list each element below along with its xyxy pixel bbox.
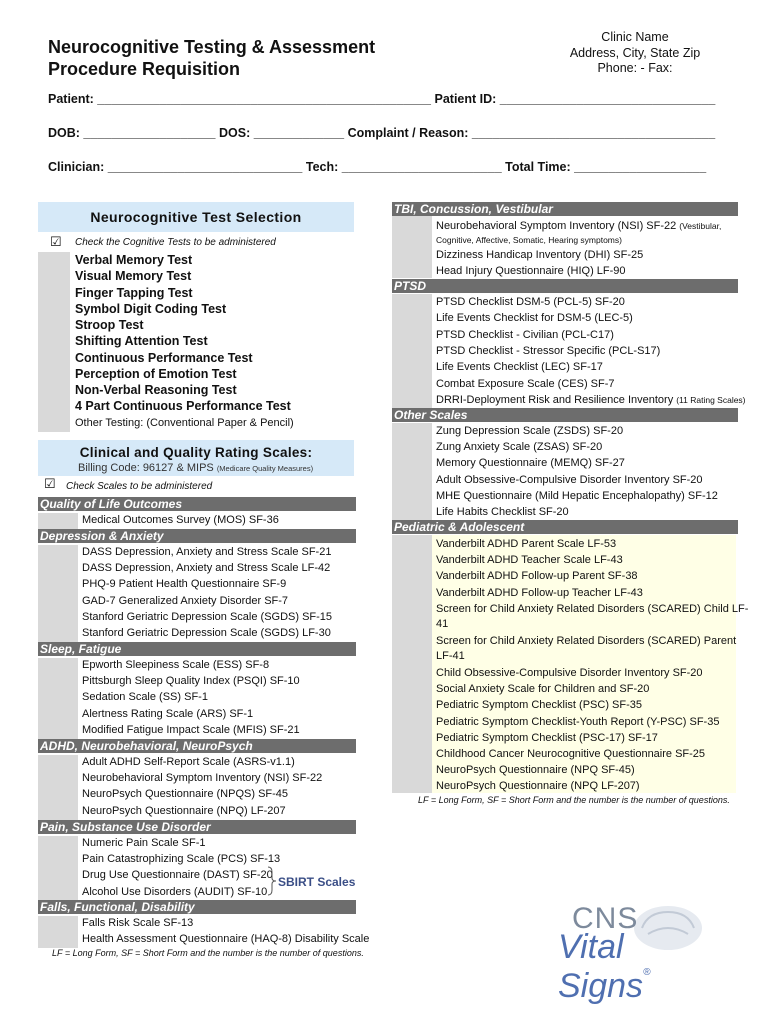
patient-row	[48, 92, 715, 106]
section-header: Pain, Substance Use Disorder	[38, 820, 356, 834]
scale-item[interactable]: Adult Obsessive-Compulsive Disorder Inventory SF-20	[436, 473, 703, 486]
complaint-field[interactable]: Complaint / Reason: ___________________________________	[347, 126, 716, 140]
scale-item[interactable]: Pediatric Symptom Checklist-Youth Report (Y-PSC) SF-35	[436, 715, 720, 728]
scale-item[interactable]: Medical Outcomes Survey (MOS) SF-36	[82, 514, 279, 526]
scale-checkbox-column[interactable]	[392, 216, 432, 278]
scale-item[interactable]: 41	[436, 618, 449, 630]
scale-item[interactable]: Vanderbilt ADHD Follow-up Parent SF-38	[436, 570, 638, 583]
clinician-row	[48, 160, 706, 174]
clinical-instruction: Check Scales to be administered	[66, 481, 213, 492]
scale-item[interactable]: Memory Questionnaire (MEMQ) SF-27	[436, 457, 625, 470]
scale-checkbox-column[interactable]	[392, 423, 432, 521]
left-footnote: LF = Long Form, SF = Short Form and the number is the number of questions.	[52, 948, 364, 958]
scale-item[interactable]: Screen for Child Anxiety Related Disorders (SCARED) Child LF-	[436, 603, 749, 615]
scale-item[interactable]: Health Assessment Questionnaire (HAQ-8) Disability Scale	[82, 933, 370, 946]
cognitive-test-item[interactable]: Finger Tapping Test	[75, 286, 193, 300]
scale-item[interactable]: GAD-7 Generalized Anxiety Disorder SF-7	[82, 594, 289, 607]
scale-checkbox-column[interactable]	[38, 916, 78, 948]
scale-item[interactable]: PHQ-9 Patient Health Questionnaire SF-9	[82, 578, 287, 591]
scale-item[interactable]: LF-41	[436, 650, 465, 662]
cognitive-heading: Neurocognitive Test Selection	[90, 209, 302, 225]
scale-item[interactable]: Dizziness Handicap Inventory (DHI) SF-25	[436, 249, 644, 261]
scale-item[interactable]: Alcohol Use Disorders (AUDIT) SF-10	[82, 885, 268, 898]
cns-vital-signs-logo	[548, 898, 718, 1005]
scale-item[interactable]: Child Obsessive-Compulsive Disorder Inventory SF-20	[436, 667, 703, 679]
cognitive-test-item[interactable]: Verbal Memory Test	[75, 253, 193, 267]
scale-item[interactable]: NeuroPsych Questionnaire (NPQS) SF-45	[82, 788, 289, 801]
scale-item[interactable]: NeuroPsych Questionnaire (NPQ) LF-207	[82, 804, 286, 817]
total-time-field[interactable]: Total Time: ___________________	[505, 160, 707, 174]
scale-item[interactable]: Stanford Geriatric Depression Scale (SGDS) LF-30	[82, 627, 331, 639]
logo-vital-signs-text: Vital Signs®	[558, 928, 651, 1005]
scale-item[interactable]: DRRI-Deployment Risk and Resilience Inventory (11 Rating Scales)	[436, 394, 746, 406]
scale-item[interactable]: MHE Questionnaire (Mild Hepatic Encephalopathy) SF-12	[436, 489, 718, 502]
cognitive-test-item[interactable]: Shifting Attention Test	[75, 334, 208, 348]
scale-item[interactable]: PTSD Checklist - Stressor Specific (PCL-S17)	[436, 344, 661, 357]
scale-item[interactable]: Alertness Rating Scale (ARS) SF-1	[82, 707, 254, 720]
section-header: ADHD, Neurobehavioral, NeuroPsych	[38, 739, 356, 753]
scale-item-note: Cognitive, Affective, Somatic, Hearing symptoms)	[436, 235, 622, 245]
dos-field[interactable]: DOS: _____________	[218, 126, 345, 140]
scale-item[interactable]: Pediatric Symptom Checklist (PSC-17) SF-17	[436, 731, 658, 744]
scale-item[interactable]: DASS Depression, Anxiety and Stress Scale LF-42	[82, 562, 331, 575]
cognitive-instruction: Check the Cognitive Tests to be administered	[75, 237, 276, 248]
scale-checkbox-column[interactable]	[38, 545, 78, 642]
scale-checkbox-column[interactable]	[38, 513, 78, 529]
clinical-heading: Clinical and Quality Rating Scales:	[79, 445, 313, 460]
patient-id-field[interactable]: Patient ID: _______________________________	[434, 92, 716, 106]
scale-item[interactable]: Life Habits Checklist SF-20	[436, 506, 569, 518]
clinical-heading-box	[38, 440, 354, 476]
scale-item[interactable]: Pediatric Symptom Checklist (PSC) SF-35	[436, 699, 642, 712]
billing-code: Billing Code: 96127 & MIPS	[78, 462, 214, 474]
scale-checkbox-column[interactable]	[38, 658, 78, 739]
scale-item[interactable]: Neurobehavioral Symptom Inventory (NSI) SF-22	[82, 772, 323, 785]
scale-item[interactable]: Stanford Geriatric Depression Scale (SGDS) SF-15	[82, 610, 333, 623]
scale-item[interactable]: Head Injury Questionnaire (HIQ) LF-90	[436, 265, 626, 277]
sbirt-brace-icon	[266, 866, 278, 896]
scale-item[interactable]: Adult ADHD Self-Report Scale (ASRS-v1.1)	[82, 756, 295, 768]
scale-item[interactable]: Sedation Scale (SS) SF-1	[82, 691, 208, 704]
scale-item[interactable]: Drug Use Questionnaire (DAST) SF-20	[82, 869, 273, 882]
checkbox-icon: ☑	[50, 234, 62, 249]
section-header: Falls, Functional, Disability	[38, 900, 356, 914]
scale-item[interactable]: Zung Depression Scale (ZSDS) SF-20	[436, 425, 624, 437]
patient-field[interactable]: Patient: ________________________________________________	[48, 92, 432, 106]
cognitive-test-item[interactable]: Symbol Digit Coding Test	[75, 302, 227, 316]
right-footnote: LF = Long Form, SF = Short Form and the number is the number of questions.	[418, 795, 730, 805]
dob-field[interactable]: DOB: ___________________	[48, 126, 216, 140]
scale-item[interactable]: Pittsburgh Sleep Quality Index (PSQI) SF-10	[82, 675, 300, 688]
scale-item[interactable]: Screen for Child Anxiety Related Disorders (SCARED) Parent	[436, 635, 737, 647]
page-title	[48, 36, 375, 80]
scale-item[interactable]: DASS Depression, Anxiety and Stress Scale SF-21	[82, 546, 332, 558]
dob-row	[48, 126, 715, 140]
cognitive-heading-box	[38, 202, 354, 232]
scale-item[interactable]: Neurobehavioral Symptom Inventory (NSI) SF-22 (Vestibular,	[436, 220, 722, 232]
logo-cns-text: CNS	[572, 902, 639, 935]
section-header: PTSD	[392, 279, 738, 293]
cognitive-test-item[interactable]: 4 Part Continuous Performance Test	[75, 399, 291, 413]
scale-item[interactable]: Life Events Checklist (LEC) SF-17	[436, 361, 603, 374]
clinic-info	[560, 30, 710, 77]
cognitive-test-item[interactable]: Continuous Performance Test	[75, 351, 253, 365]
scale-item[interactable]: Numeric Pain Scale SF-1	[82, 837, 206, 849]
scale-checkbox-column[interactable]	[392, 535, 432, 793]
scale-item[interactable]: NeuroPsych Questionnaire (NPQ SF-45)	[436, 764, 635, 777]
tech-field[interactable]: Tech: _______________________	[305, 160, 502, 174]
clinic-phone: Phone: - Fax:	[597, 61, 673, 75]
cognitive-checkbox-column[interactable]	[38, 252, 70, 432]
billing-note: (Medicare Quality Measures)	[216, 464, 314, 473]
sbirt-label: SBIRT Scales	[278, 875, 356, 889]
scale-checkbox-column[interactable]	[38, 755, 78, 820]
clinic-address: Address, City, State Zip	[569, 45, 701, 60]
scale-item[interactable]: Pain Catastrophizing Scale (PCS) SF-13	[82, 853, 281, 866]
section-header: Other Scales	[392, 408, 738, 422]
scale-item[interactable]: Vanderbilt ADHD Teacher Scale LF-43	[436, 554, 623, 567]
scale-item[interactable]: Social Anxiety Scale for Children and SF-20	[436, 683, 650, 696]
section-header: Sleep, Fatigue	[38, 642, 356, 656]
scale-item[interactable]: NeuroPsych Questionnaire (NPQ LF-207)	[436, 780, 640, 793]
clinic-name: Clinic Name	[601, 30, 669, 44]
cognitive-test-item[interactable]: Visual Memory Test	[75, 269, 192, 283]
cognitive-test-item[interactable]: Perception of Emotion Test	[75, 367, 237, 381]
scale-item[interactable]: PTSD Checklist - Civilian (PCL-C17)	[436, 328, 614, 341]
scale-checkbox-column[interactable]	[38, 836, 78, 901]
clinician-field[interactable]: Clinician: ____________________________	[48, 160, 303, 174]
scale-item[interactable]: PTSD Checklist DSM-5 (PCL-5) SF-20	[436, 296, 625, 308]
title-line-1: Neurocognitive Testing & Assessment	[48, 37, 376, 57]
scale-item[interactable]: Childhood Cancer Neurocognitive Questionnaire SF-25	[436, 748, 706, 760]
section-header: Depression & Anxiety	[38, 529, 356, 543]
title-line-2: Procedure Requisition	[48, 59, 241, 79]
other-testing: Other Testing: (Conventional Paper & Pencil)	[75, 417, 294, 429]
scale-item[interactable]: Combat Exposure Scale (CES) SF-7	[436, 377, 615, 390]
scale-item[interactable]: Falls Risk Scale SF-13	[82, 917, 194, 929]
scale-item[interactable]: Life Events Checklist for DSM-5 (LEC-5)	[436, 312, 633, 325]
scale-item[interactable]: Vanderbilt ADHD Parent Scale LF-53	[436, 538, 617, 550]
scale-item[interactable]: Zung Anxiety Scale (ZSAS) SF-20	[436, 441, 603, 454]
section-header: Pediatric & Adolescent	[392, 520, 738, 534]
cognitive-test-item[interactable]: Stroop Test	[75, 318, 144, 332]
cognitive-test-item[interactable]: Non-Verbal Reasoning Test	[75, 383, 237, 397]
scale-item[interactable]: Vanderbilt ADHD Follow-up Teacher LF-43	[436, 586, 643, 599]
scale-item[interactable]: Epworth Sleepiness Scale (ESS) SF-8	[82, 659, 270, 671]
scale-item[interactable]: Modified Fatigue Impact Scale (MFIS) SF-21	[82, 723, 300, 736]
checkbox-icon: ☑	[44, 476, 56, 491]
scale-checkbox-column[interactable]	[392, 294, 432, 408]
section-header: Quality of Life Outcomes	[38, 497, 356, 511]
section-header: TBI, Concussion, Vestibular	[392, 202, 738, 216]
